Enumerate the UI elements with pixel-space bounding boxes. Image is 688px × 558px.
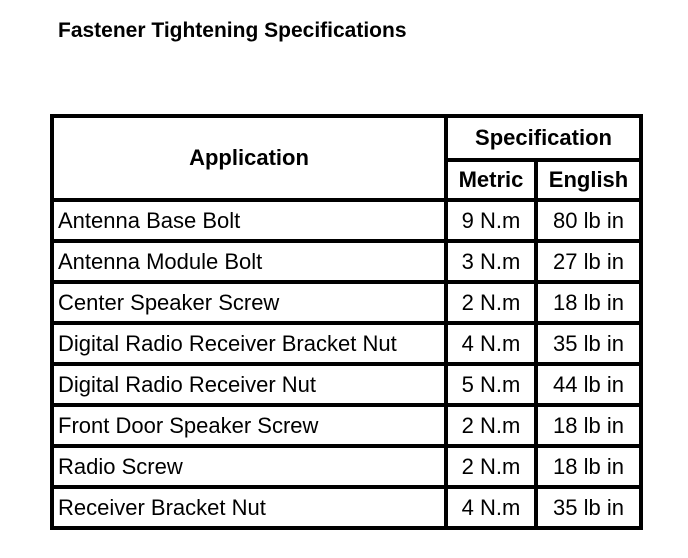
metric-cell: 9 N.m	[446, 200, 536, 241]
table-row	[52, 405, 641, 446]
application-column-header: Application	[52, 116, 446, 200]
metric-cell: 4 N.m	[446, 323, 536, 364]
english-column-header: English	[536, 160, 641, 200]
application-cell: Receiver Bracket Nut	[52, 487, 446, 528]
table-row	[52, 323, 641, 364]
application-cell: Antenna Base Bolt	[52, 200, 446, 241]
application-cell: Radio Screw	[52, 446, 446, 487]
english-cell: 18 lb in	[536, 446, 641, 487]
table-row	[52, 446, 641, 487]
metric-cell: 5 N.m	[446, 364, 536, 405]
metric-cell: 3 N.m	[446, 241, 536, 282]
application-cell: Front Door Speaker Screw	[52, 405, 446, 446]
table-row	[52, 282, 641, 323]
english-cell: 18 lb in	[536, 282, 641, 323]
table-row	[52, 487, 641, 528]
table-row	[52, 200, 641, 241]
table-row	[52, 364, 641, 405]
specification-column-header: Specification	[446, 116, 641, 160]
metric-column-header: Metric	[446, 160, 536, 200]
table-header-row	[52, 116, 641, 160]
metric-cell: 4 N.m	[446, 487, 536, 528]
page-title: Fastener Tightening Specifications	[58, 19, 407, 42]
english-cell: 27 lb in	[536, 241, 641, 282]
application-cell: Center Speaker Screw	[52, 282, 446, 323]
metric-cell: 2 N.m	[446, 282, 536, 323]
english-cell: 35 lb in	[536, 323, 641, 364]
english-cell: 35 lb in	[536, 487, 641, 528]
application-cell: Antenna Module Bolt	[52, 241, 446, 282]
metric-cell: 2 N.m	[446, 405, 536, 446]
english-cell: 44 lb in	[536, 364, 641, 405]
metric-cell: 2 N.m	[446, 446, 536, 487]
table-row	[52, 241, 641, 282]
specifications-table	[50, 114, 643, 530]
application-cell: Digital Radio Receiver Bracket Nut	[52, 323, 446, 364]
english-cell: 18 lb in	[536, 405, 641, 446]
english-cell: 80 lb in	[536, 200, 641, 241]
application-cell: Digital Radio Receiver Nut	[52, 364, 446, 405]
